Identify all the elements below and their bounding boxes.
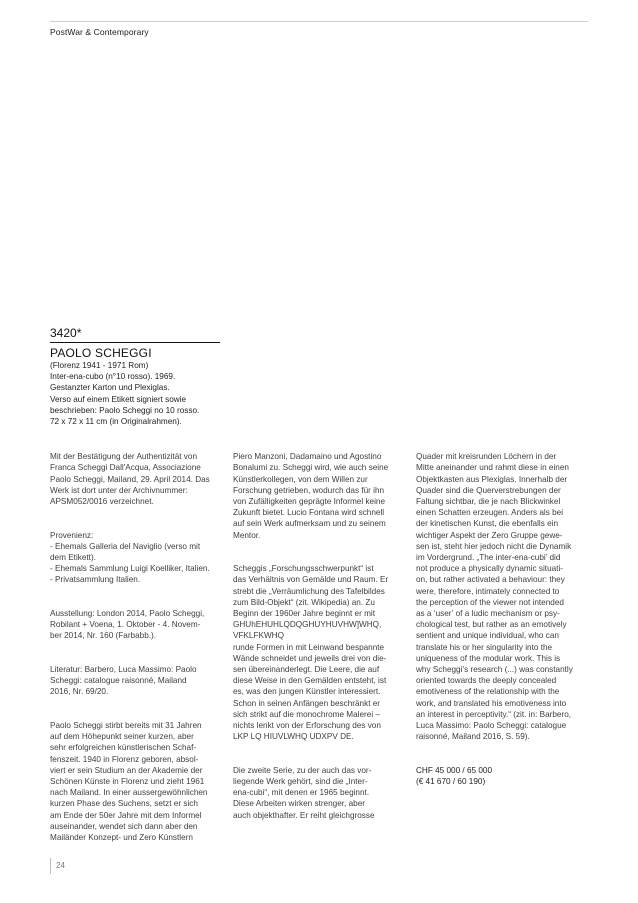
artist-name: PAOLO SCHEGGI [50,346,152,360]
lot-number: 3420* [50,326,82,340]
paragraph-description: Quader mit kreisrunden Löchern in der Mitte aneinander und rahmt diese in einen Objektkasten aus Plexiglas. Innerhalb der Quader sind die Querverstrebungen der Faltung sichtbar, die je nach Blickwinkel einen Schatten erzeugen. Anders als bei der kinetischen Kunst, die ebenfalls ein wichtiger Aspekt der Zero Gruppe gewe- sen ist, steht hier jedoch nicht die Dynamik im Vordergrund. „The inter-ena-cubi’ did not produce a physically dynamic situati- on, but rather activated a behaviour: they were, therefore, intimately connected to the perception of the viewer not intended as a ‘user’ of a ludic mechanism or psy- chological test, but rather as an emotively sentient and unique individual, who can translate his or her singularity into the uniqueness of the modular work. This is why Scheggi’s research (...) was constantly oriented towards the deeply concealed emotiveness of the relationship with the work, and translated his emotiveness into an interest in perceptivity.“ (zit. in: Barbero, Luca Massimo: Paolo Scheggi: catalogue raisonné, Mailand 2016, S. 59). [416,452,573,742]
text-column-3 [416,440,596,810]
paragraph-biography: Paolo Scheggi stirbt bereits mit 31 Jahren auf dem Höhepunkt seiner kurzen, aber sehr erfolgreichen künstlerischen Schaf- fenszeit. 1940 in Florenz geboren, absol- viert er sein Studium an der Akademie der Schönen Künste in Florenz und zieht 1961 nach Mailand. In einer aussergewöhnlichen kurzen Phase des Suchens, setzt er sich am Ende der 50er Jahre mit dem Informel auseinander, wendet sich dann aber den Mailänder Konzept- und Zero Künstlern [50,721,208,843]
text-column-2 [233,440,413,843]
paragraph-research-focus: Scheggis „Forschungsschwerpunkt“ ist das Verhältnis von Gemälde und Raum. Er strebt die „Verräumlichung des Tafelbildes zum Bild-Objekt“ (zit. Wikipedia) an. Zu Beginn der 1960er Jahre beginnt er mit GHUhEHUHLQDQGHUYHUVHW]WHQ, VFKLFKWHQ runde Formen in mit Leinwand bespannte Wände schneidet und jeweils drei von die- sen übereinanderlegt. Die Leere, die auf diese Weise in den Gemälden entsteht, ist es, was den jungen Künstler interessiert. Schon in seinen Anfängen beschränkt er sich strikt auf die monochrome Malerei – nichts lenkt von der Erforschung des von LKP LQ HIUVLWHQ UDXPV DE. [233,564,389,742]
lot-details: (Florenz 1941 - 1971 Rom) Inter-ena-cubo (n°10 rosso). 1969. Gestanzter Karton und Plexiglas. Verso auf einem Etikett signiert sowie beschrieben: Paolo Scheggi no 10 rosso. 72 x 72 x 11 cm (in Originalrahmen). [50,361,200,427]
page-number: 24 [56,861,65,870]
paragraph-second-series: Die zweite Serie, zu der auch das vor- liegende Werk gehört, sind die „Inter- ena-cubi“, mit denen er 1965 beginnt. Diese Arbeiten wirken strenger, aber auch objekthafter. Er reiht gleichgrosse [233,765,375,820]
lot-divider [50,342,220,343]
paragraph-exhibition: Ausstellung: London 2014, Paolo Scheggi, Robilant + Voena, 1. Oktober - 4. Novem- ber 2014, Nr. 160 (Farbabb.). [50,609,205,641]
text-column-1 [50,440,230,866]
paragraph-mentor: Piero Manzoni, Dadamaino und Agostino Bonalumi zu. Scheggi wird, wie auch seine Künstlerkollegen, von dem Willen zur Forschung getrieben, wodurch das für ihn von Zufälligkeiten geprägte Informel keine Zukunft bietet. Lucio Fontana wird schnell auf sein Werk aufmerksam und zu seinem Mentor. [233,452,389,540]
section-title: PostWar & Contemporary [50,27,149,37]
footer-divider [50,858,51,874]
header-rule [50,21,588,22]
paragraph-provenance: Provenienz: - Ehemals Galleria del Naviglio (verso mit dem Etikett). - Ehemals Sammlung Luigi Koelliker, Italien. - Privatsammlung Italien. [50,530,210,585]
paragraph-certificate: Mit der Bestätigung der Authentizität von Franca Scheggi Dall'Acqua, Associazione Paolo Scheggi, Mailand, 29. April 2014. Das Werk ist dort unter der Archivnummer: APSM052/0016 verzeichnet. [50,452,210,507]
price-estimate: CHF 45 000 / 65 000 (€ 41 670 / 60 190) [416,765,493,787]
paragraph-literature: Literatur: Barbero, Luca Massimo: Paolo Scheggi: catalogue raisonné, Mailand 2016, Nr. 69/20. [50,665,197,697]
